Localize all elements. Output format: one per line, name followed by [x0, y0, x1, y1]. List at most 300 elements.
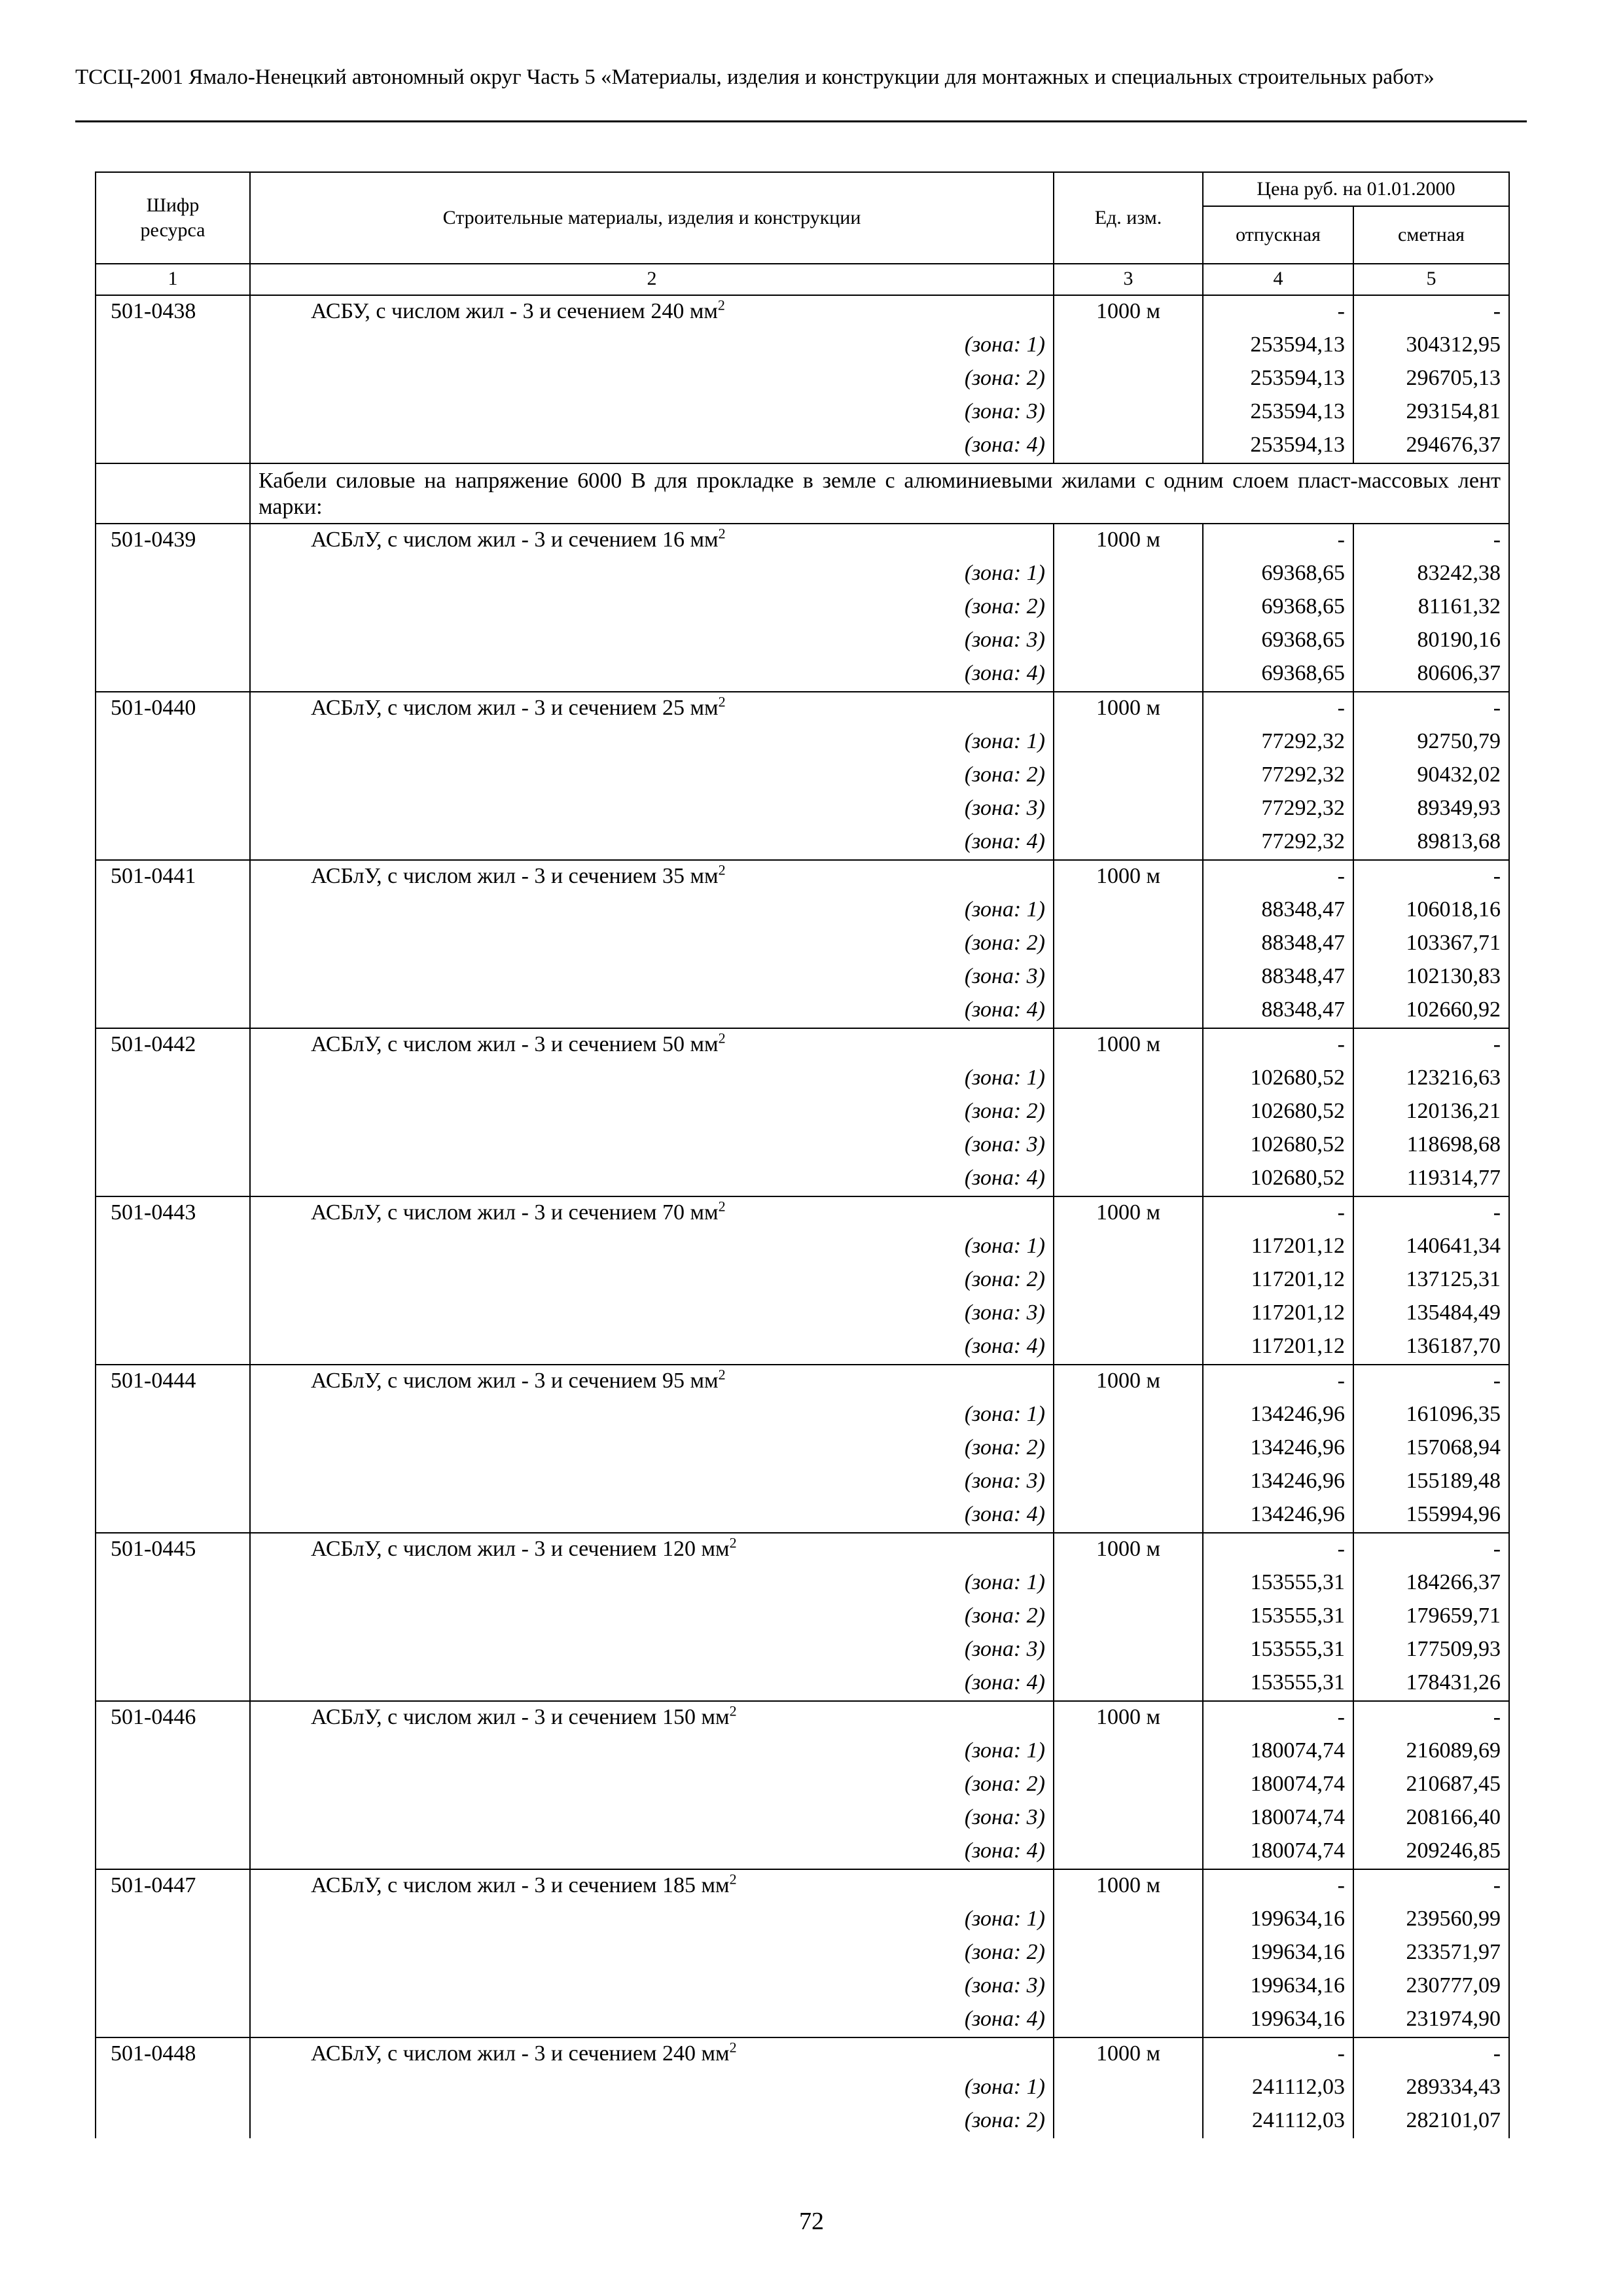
empty-cell — [96, 463, 250, 524]
release-price: - — [1203, 1196, 1353, 1230]
resource-name-cell — [250, 1869, 1054, 1903]
empty-cell — [96, 1297, 250, 1331]
empty-cell — [1054, 1264, 1203, 1297]
zone-price-row — [96, 1937, 1509, 1970]
empty-cell — [1054, 1331, 1203, 1365]
estimate-price: 210687,45 — [1353, 1768, 1509, 1802]
zone-label: (зона: 4) — [250, 1667, 1054, 1701]
empty-cell — [96, 1802, 250, 1835]
release-price: 180074,74 — [1203, 1835, 1353, 1869]
zone-label: (зона: 2) — [250, 1264, 1054, 1297]
resource-row — [96, 2037, 1509, 2072]
empty-cell — [96, 1634, 250, 1667]
empty-cell — [96, 329, 250, 363]
release-price: 117201,12 — [1203, 1264, 1353, 1297]
column-header-unit: Ед. изм. — [1054, 172, 1203, 264]
estimate-price: 294676,37 — [1353, 429, 1509, 463]
resource-name: АСБУ, с числом жил - 3 и сечением 240 мм — [311, 299, 718, 323]
release-price: - — [1203, 1869, 1353, 1903]
zone-price-row — [96, 894, 1509, 927]
empty-cell — [1054, 1096, 1203, 1129]
zone-price-row — [96, 1399, 1509, 1432]
release-price: 69368,65 — [1203, 558, 1353, 591]
unit-of-measure: 1000 м — [1054, 1196, 1203, 1230]
resource-name: АСБлУ, с числом жил - 3 и сечением 185 мм — [311, 1873, 730, 1897]
empty-cell — [1054, 1768, 1203, 1802]
header-divider — [75, 120, 1527, 122]
empty-cell — [96, 1465, 250, 1499]
release-price: 88348,47 — [1203, 961, 1353, 994]
release-price: 199634,16 — [1203, 1970, 1353, 2003]
empty-cell — [1054, 363, 1203, 396]
resource-code: 501-0438 — [96, 295, 250, 329]
release-price: 199634,16 — [1203, 1937, 1353, 1970]
zone-price-row — [96, 1096, 1509, 1129]
release-price: 253594,13 — [1203, 429, 1353, 463]
zone-price-row — [96, 396, 1509, 429]
estimate-price: 179659,71 — [1353, 1600, 1509, 1634]
release-price: 241112,03 — [1203, 2105, 1353, 2138]
resource-row — [96, 1365, 1509, 1399]
empty-cell — [96, 1399, 250, 1432]
empty-cell — [96, 1970, 250, 2003]
release-price: 199634,16 — [1203, 1903, 1353, 1937]
estimate-price: 289334,43 — [1353, 2072, 1509, 2105]
empty-cell — [1054, 1600, 1203, 1634]
zone-price-row — [96, 1567, 1509, 1600]
zone-price-row — [96, 429, 1509, 463]
zone-label: (зона: 2) — [250, 1937, 1054, 1970]
resource-name: АСБлУ, с числом жил - 3 и сечением 35 мм — [311, 864, 719, 888]
empty-cell — [1054, 1162, 1203, 1196]
estimate-price: - — [1353, 1028, 1509, 1062]
estimate-price: 81161,32 — [1353, 591, 1509, 624]
release-price: 102680,52 — [1203, 1162, 1353, 1196]
resource-code: 501-0445 — [96, 1533, 250, 1567]
zone-price-row — [96, 2003, 1509, 2037]
zone-price-row — [96, 1634, 1509, 1667]
resource-name-cell — [250, 860, 1054, 894]
empty-cell — [1054, 1735, 1203, 1768]
zone-label: (зона: 3) — [250, 1465, 1054, 1499]
zone-label: (зона: 3) — [250, 793, 1054, 826]
empty-cell — [1054, 591, 1203, 624]
unit-of-measure: 1000 м — [1054, 1869, 1203, 1903]
release-price: 253594,13 — [1203, 363, 1353, 396]
empty-cell — [1054, 624, 1203, 658]
empty-cell — [96, 558, 250, 591]
estimate-price: 155994,96 — [1353, 1499, 1509, 1533]
release-price: 153555,31 — [1203, 1667, 1353, 1701]
resource-name: АСБлУ, с числом жил - 3 и сечением 120 мм — [311, 1537, 730, 1561]
zone-price-row — [96, 1970, 1509, 2003]
unit-superscript: 2 — [729, 1871, 737, 1888]
estimate-price: 83242,38 — [1353, 558, 1509, 591]
release-price: 153555,31 — [1203, 1600, 1353, 1634]
zone-price-row — [96, 1802, 1509, 1835]
column-number: 1 — [96, 264, 250, 295]
estimate-price: 89813,68 — [1353, 826, 1509, 860]
unit-superscript: 2 — [729, 1702, 737, 1719]
resource-row — [96, 1869, 1509, 1903]
empty-cell — [96, 726, 250, 759]
zone-label: (зона: 2) — [250, 1600, 1054, 1634]
zone-label: (зона: 4) — [250, 1331, 1054, 1365]
unit-of-measure: 1000 м — [1054, 1533, 1203, 1567]
resource-code: 501-0439 — [96, 524, 250, 558]
zone-price-row — [96, 826, 1509, 860]
unit-of-measure: 1000 м — [1054, 524, 1203, 558]
resource-code: 501-0446 — [96, 1701, 250, 1735]
release-price: - — [1203, 1701, 1353, 1735]
resource-name-cell — [250, 1365, 1054, 1399]
zone-label: (зона: 3) — [250, 1634, 1054, 1667]
zone-price-row — [96, 726, 1509, 759]
empty-cell — [1054, 1399, 1203, 1432]
resource-name-cell — [250, 692, 1054, 726]
resource-name: АСБлУ, с числом жил - 3 и сечением 150 мм — [311, 1705, 730, 1729]
empty-cell — [96, 1096, 250, 1129]
zone-label: (зона: 1) — [250, 2072, 1054, 2105]
unit-superscript: 2 — [717, 296, 725, 314]
estimate-price: 106018,16 — [1353, 894, 1509, 927]
resource-name-cell — [250, 295, 1054, 329]
release-price: 88348,47 — [1203, 994, 1353, 1028]
zone-label: (зона: 2) — [250, 591, 1054, 624]
estimate-price: 178431,26 — [1353, 1667, 1509, 1701]
empty-cell — [1054, 1835, 1203, 1869]
empty-cell — [1054, 726, 1203, 759]
empty-cell — [96, 363, 250, 396]
empty-cell — [96, 1567, 250, 1600]
resource-name-cell — [250, 1028, 1054, 1062]
zone-price-row — [96, 1062, 1509, 1096]
zone-price-row — [96, 1230, 1509, 1264]
zone-price-row — [96, 1331, 1509, 1365]
column-header-name: Строительные материалы, изделия и конструкции — [250, 172, 1054, 264]
resource-name-cell — [250, 1701, 1054, 1735]
release-price: 134246,96 — [1203, 1465, 1353, 1499]
estimate-price: 80190,16 — [1353, 624, 1509, 658]
empty-cell — [1054, 329, 1203, 363]
unit-superscript: 2 — [718, 1366, 726, 1383]
zone-label: (зона: 4) — [250, 826, 1054, 860]
zone-price-row — [96, 1735, 1509, 1768]
zone-price-row — [96, 558, 1509, 591]
zone-label: (зона: 1) — [250, 1903, 1054, 1937]
estimate-price: 92750,79 — [1353, 726, 1509, 759]
unit-superscript: 2 — [718, 861, 726, 878]
estimate-price: 304312,95 — [1353, 329, 1509, 363]
estimate-price: - — [1353, 1365, 1509, 1399]
zone-label: (зона: 1) — [250, 1567, 1054, 1600]
empty-cell — [96, 1903, 250, 1937]
empty-cell — [96, 1499, 250, 1533]
empty-cell — [96, 396, 250, 429]
empty-cell — [1054, 793, 1203, 826]
document-header-title: ТССЦ-2001 Ямало-Ненецкий автономный округ Часть 5 «Материалы, изделия и конструкции для монтажных и специальных строительных работ» — [75, 65, 1435, 89]
empty-cell — [1054, 1802, 1203, 1835]
zone-label: (зона: 1) — [250, 894, 1054, 927]
release-price: 102680,52 — [1203, 1096, 1353, 1129]
empty-cell — [96, 994, 250, 1028]
estimate-price: - — [1353, 1701, 1509, 1735]
estimate-price: 293154,81 — [1353, 396, 1509, 429]
empty-cell — [96, 624, 250, 658]
empty-cell — [96, 1162, 250, 1196]
group-heading-text: Кабели силовые на напряжение 6000 В для прокладке в земле с алюминиевыми жилами с одним слоем пласт-массовых лент марки: — [250, 463, 1509, 524]
empty-cell — [1054, 1465, 1203, 1499]
empty-cell — [1054, 1297, 1203, 1331]
zone-label: (зона: 4) — [250, 1835, 1054, 1869]
estimate-price: 157068,94 — [1353, 1432, 1509, 1465]
empty-cell — [1054, 1129, 1203, 1162]
unit-of-measure: 1000 м — [1054, 860, 1203, 894]
empty-cell — [1054, 1230, 1203, 1264]
empty-cell — [1054, 2072, 1203, 2105]
empty-cell — [96, 658, 250, 692]
zone-label: (зона: 1) — [250, 1062, 1054, 1096]
empty-cell — [96, 759, 250, 793]
empty-cell — [96, 1600, 250, 1634]
release-price: 253594,13 — [1203, 329, 1353, 363]
zone-label: (зона: 1) — [250, 1230, 1054, 1264]
release-price: 153555,31 — [1203, 1567, 1353, 1600]
zone-label: (зона: 2) — [250, 927, 1054, 961]
zone-price-row — [96, 1903, 1509, 1937]
release-price: 88348,47 — [1203, 894, 1353, 927]
empty-cell — [96, 2072, 250, 2105]
resource-name-cell — [250, 1533, 1054, 1567]
release-price: 117201,12 — [1203, 1230, 1353, 1264]
column-header-price: Цена руб. на 01.01.2000 — [1203, 172, 1509, 206]
estimate-price: 120136,21 — [1353, 1096, 1509, 1129]
zone-label: (зона: 3) — [250, 624, 1054, 658]
price-table — [95, 171, 1510, 2138]
zone-label: (зона: 4) — [250, 1499, 1054, 1533]
zone-label: (зона: 1) — [250, 726, 1054, 759]
zone-price-row — [96, 1297, 1509, 1331]
resource-name: АСБлУ, с числом жил - 3 и сечением 240 мм — [311, 2041, 730, 2066]
column-header-release-price: отпускная — [1203, 206, 1353, 264]
zone-label: (зона: 1) — [250, 558, 1054, 591]
empty-cell — [1054, 961, 1203, 994]
release-price: 102680,52 — [1203, 1129, 1353, 1162]
zone-label: (зона: 4) — [250, 994, 1054, 1028]
release-price: 199634,16 — [1203, 2003, 1353, 2037]
table-header — [96, 172, 1509, 264]
column-number: 5 — [1353, 264, 1509, 295]
release-price: 88348,47 — [1203, 927, 1353, 961]
estimate-price: 177509,93 — [1353, 1634, 1509, 1667]
column-header-code: Шифр ресурса — [96, 172, 250, 264]
estimate-price: 136187,70 — [1353, 1331, 1509, 1365]
empty-cell — [1054, 759, 1203, 793]
zone-label: (зона: 2) — [250, 759, 1054, 793]
estimate-price: 209246,85 — [1353, 1835, 1509, 1869]
zone-price-row — [96, 1835, 1509, 1869]
empty-cell — [1054, 558, 1203, 591]
empty-cell — [1054, 1499, 1203, 1533]
release-price: 69368,65 — [1203, 624, 1353, 658]
estimate-price: - — [1353, 860, 1509, 894]
unit-of-measure: 1000 м — [1054, 2037, 1203, 2072]
empty-cell — [1054, 1937, 1203, 1970]
release-price: 69368,65 — [1203, 591, 1353, 624]
zone-price-row — [96, 591, 1509, 624]
empty-cell — [96, 1735, 250, 1768]
resource-code: 501-0441 — [96, 860, 250, 894]
empty-cell — [96, 1432, 250, 1465]
estimate-price: - — [1353, 1869, 1509, 1903]
resource-row — [96, 295, 1509, 329]
estimate-price: 230777,09 — [1353, 1970, 1509, 2003]
release-price: 253594,13 — [1203, 396, 1353, 429]
resource-name: АСБлУ, с числом жил - 3 и сечением 50 мм — [311, 1032, 719, 1056]
empty-cell — [1054, 1567, 1203, 1600]
release-price: 77292,32 — [1203, 726, 1353, 759]
zone-price-row — [96, 1600, 1509, 1634]
estimate-price: - — [1353, 2037, 1509, 2072]
release-price: 117201,12 — [1203, 1331, 1353, 1365]
resource-name: АСБлУ, с числом жил - 3 и сечением 70 мм — [311, 1200, 719, 1225]
resource-name: АСБлУ, с числом жил - 3 и сечением 25 мм — [311, 696, 719, 720]
zone-price-row — [96, 793, 1509, 826]
empty-cell — [1054, 2003, 1203, 2037]
empty-cell — [1054, 396, 1203, 429]
empty-cell — [96, 2003, 250, 2037]
column-number: 4 — [1203, 264, 1353, 295]
empty-cell — [96, 1264, 250, 1297]
zone-label: (зона: 4) — [250, 429, 1054, 463]
empty-cell — [96, 1768, 250, 1802]
empty-cell — [1054, 1062, 1203, 1096]
estimate-price: - — [1353, 295, 1509, 329]
release-price: - — [1203, 1365, 1353, 1399]
estimate-price: - — [1353, 1533, 1509, 1567]
estimate-price: 161096,35 — [1353, 1399, 1509, 1432]
empty-cell — [1054, 658, 1203, 692]
zone-price-row — [96, 329, 1509, 363]
release-price: 153555,31 — [1203, 1634, 1353, 1667]
estimate-price: 296705,13 — [1353, 363, 1509, 396]
unit-of-measure: 1000 м — [1054, 1701, 1203, 1735]
unit-superscript: 2 — [729, 1534, 737, 1551]
empty-cell — [96, 1835, 250, 1869]
unit-of-measure: 1000 м — [1054, 1028, 1203, 1062]
empty-cell — [96, 961, 250, 994]
release-price: - — [1203, 295, 1353, 329]
estimate-price: 184266,37 — [1353, 1567, 1509, 1600]
estimate-price: 216089,69 — [1353, 1735, 1509, 1768]
zone-price-row — [96, 1264, 1509, 1297]
resource-name-cell — [250, 524, 1054, 558]
zone-label: (зона: 2) — [250, 363, 1054, 396]
zone-price-row — [96, 1768, 1509, 1802]
release-price: 77292,32 — [1203, 759, 1353, 793]
release-price: 180074,74 — [1203, 1802, 1353, 1835]
empty-cell — [96, 793, 250, 826]
group-heading-row — [96, 463, 1509, 524]
estimate-price: 239560,99 — [1353, 1903, 1509, 1937]
page-number: 72 — [799, 2208, 824, 2235]
resource-name-cell — [250, 1196, 1054, 1230]
empty-cell — [1054, 894, 1203, 927]
zone-label: (зона: 2) — [250, 1096, 1054, 1129]
release-price: - — [1203, 1028, 1353, 1062]
empty-cell — [96, 1230, 250, 1264]
zone-label: (зона: 3) — [250, 1129, 1054, 1162]
zone-price-row — [96, 658, 1509, 692]
zone-price-row — [96, 1667, 1509, 1701]
estimate-price: 118698,68 — [1353, 1129, 1509, 1162]
estimate-price: 102660,92 — [1353, 994, 1509, 1028]
empty-cell — [1054, 1667, 1203, 1701]
resource-name-cell — [250, 2037, 1054, 2072]
zone-price-row — [96, 1432, 1509, 1465]
release-price: - — [1203, 860, 1353, 894]
zone-price-row — [96, 1465, 1509, 1499]
unit-superscript: 2 — [718, 1030, 726, 1047]
resource-row — [96, 1701, 1509, 1735]
estimate-price: 135484,49 — [1353, 1297, 1509, 1331]
zone-price-row — [96, 961, 1509, 994]
empty-cell — [1054, 927, 1203, 961]
estimate-price: 80606,37 — [1353, 658, 1509, 692]
estimate-price: - — [1353, 524, 1509, 558]
release-price: - — [1203, 1533, 1353, 1567]
estimate-price: - — [1353, 692, 1509, 726]
resource-code: 501-0447 — [96, 1869, 250, 1903]
empty-cell — [1054, 1903, 1203, 1937]
zone-label: (зона: 4) — [250, 1162, 1054, 1196]
resource-code: 501-0444 — [96, 1365, 250, 1399]
estimate-price: 102130,83 — [1353, 961, 1509, 994]
zone-label: (зона: 1) — [250, 1735, 1054, 1768]
zone-label: (зона: 3) — [250, 1802, 1054, 1835]
zone-label: (зона: 3) — [250, 961, 1054, 994]
column-number: 2 — [250, 264, 1054, 295]
zone-label: (зона: 1) — [250, 1399, 1054, 1432]
empty-cell — [1054, 1970, 1203, 2003]
resource-row — [96, 692, 1509, 726]
resource-code: 501-0448 — [96, 2037, 250, 2072]
empty-cell — [96, 826, 250, 860]
empty-cell — [1054, 826, 1203, 860]
column-number-row — [96, 264, 1509, 295]
estimate-price: 140641,34 — [1353, 1230, 1509, 1264]
resource-row — [96, 860, 1509, 894]
zone-label: (зона: 2) — [250, 1432, 1054, 1465]
release-price: 77292,32 — [1203, 826, 1353, 860]
unit-of-measure: 1000 м — [1054, 1365, 1203, 1399]
estimate-price: 89349,93 — [1353, 793, 1509, 826]
column-number: 3 — [1054, 264, 1203, 295]
resource-name: АСБлУ, с числом жил - 3 и сечением 16 мм — [311, 528, 719, 552]
unit-of-measure: 1000 м — [1054, 692, 1203, 726]
zone-label: (зона: 3) — [250, 1297, 1054, 1331]
zone-price-row — [96, 1129, 1509, 1162]
estimate-price: 90432,02 — [1353, 759, 1509, 793]
zone-label: (зона: 3) — [250, 396, 1054, 429]
resource-name: АСБлУ, с числом жил - 3 и сечением 95 мм — [311, 1369, 719, 1393]
resource-code: 501-0440 — [96, 692, 250, 726]
zone-label: (зона: 4) — [250, 658, 1054, 692]
release-price: 102680,52 — [1203, 1062, 1353, 1096]
release-price: 180074,74 — [1203, 1735, 1353, 1768]
unit-superscript: 2 — [718, 525, 726, 542]
resource-row — [96, 1028, 1509, 1062]
